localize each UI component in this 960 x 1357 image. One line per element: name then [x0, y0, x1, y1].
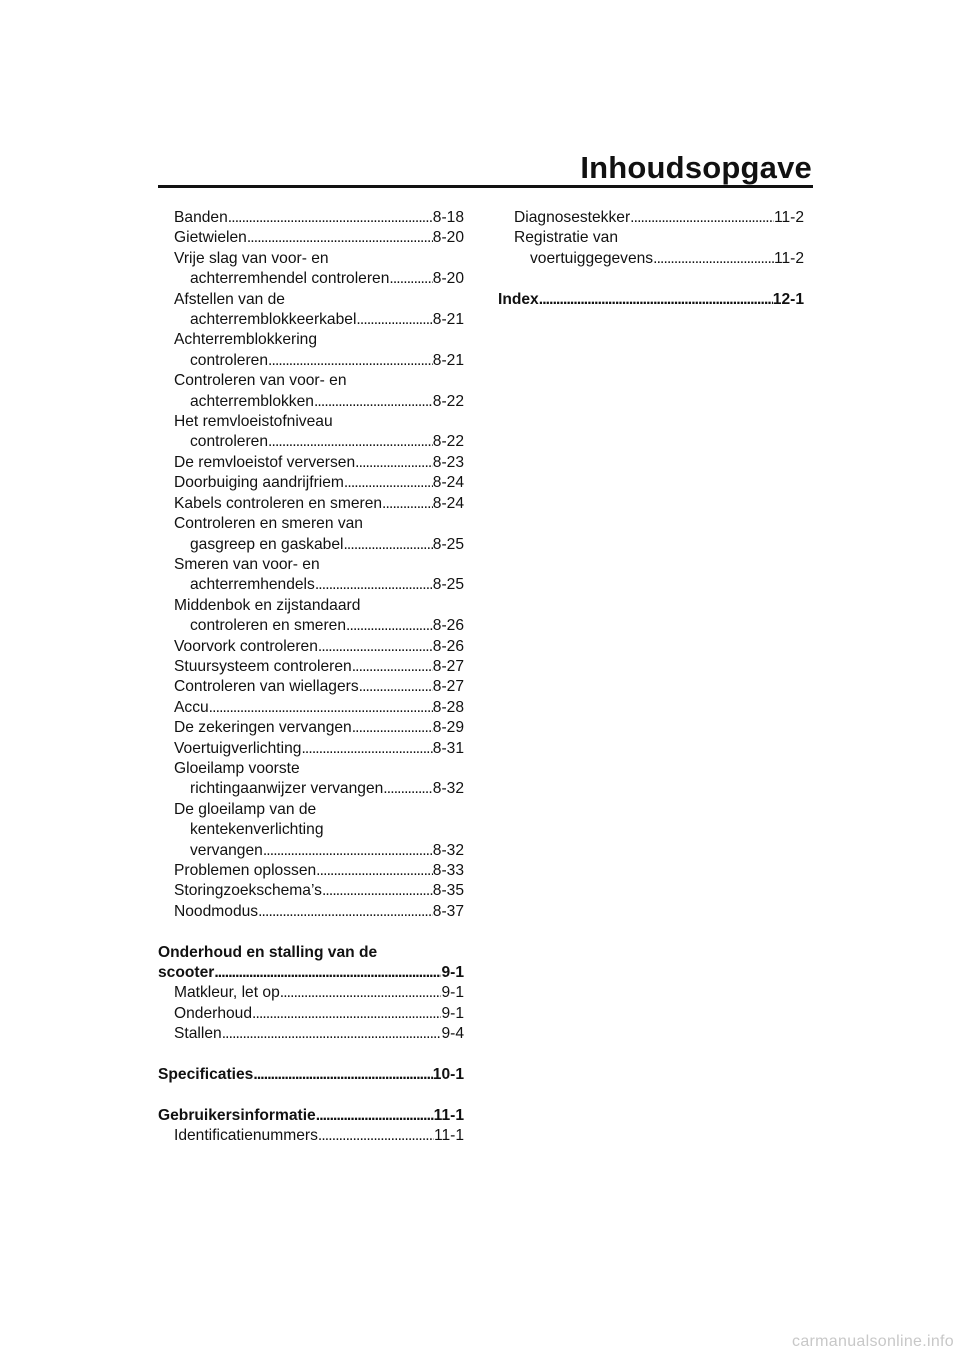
toc-leader-dots — [280, 983, 442, 1003]
toc-page-number: 9-1 — [441, 1004, 464, 1022]
toc-page-number: 8-18 — [432, 209, 464, 226]
toc-entry[interactable] — [498, 228, 804, 248]
toc-spacer — [498, 269, 804, 289]
toc-entry-title: Smeren van voor- en — [174, 555, 320, 573]
toc-entry-title: Storingzoekschema’s — [174, 882, 322, 900]
toc-page-number: 8-27 — [432, 678, 464, 696]
toc-entry[interactable] — [158, 779, 464, 799]
toc-leader-dots — [301, 739, 432, 759]
toc-spacer — [158, 1045, 464, 1065]
toc-entry-title: scooter — [158, 964, 215, 982]
toc-entry[interactable] — [158, 1004, 464, 1024]
toc-page-number: 8-26 — [432, 637, 464, 655]
toc-entry[interactable] — [158, 453, 464, 473]
toc-entry-title: Controleren van wiellagers — [174, 678, 359, 696]
toc-leader-dots — [268, 432, 433, 452]
toc-entry-title: Onderhoud — [174, 1004, 253, 1022]
toc-page-number: 8-31 — [432, 739, 464, 757]
toc-leader-dots — [630, 208, 774, 228]
toc-page-number: 8-21 — [432, 351, 464, 369]
toc-entry-title: De remvloeistof verversen — [174, 453, 356, 471]
toc-page-number: 8-29 — [432, 719, 464, 737]
toc-entry[interactable] — [158, 637, 464, 657]
toc-entry-title: Stuursysteem controleren — [174, 657, 352, 675]
toc-page-number: 9-1 — [441, 984, 464, 1002]
toc-entry[interactable] — [158, 861, 464, 881]
watermark: carmanualsonline.info — [792, 1333, 954, 1350]
toc-entry-title: Registratie van — [514, 229, 619, 247]
toc-entry-title: De zekeringen vervangen — [174, 719, 352, 737]
toc-page-number: 8-24 — [432, 474, 464, 492]
toc-entry[interactable] — [158, 228, 464, 248]
toc-spacer — [158, 1085, 464, 1105]
toc-entry[interactable] — [158, 208, 464, 228]
toc-entry-title: achterremblokken — [190, 392, 314, 410]
toc-leader-dots — [209, 698, 433, 718]
toc-leader-dots — [359, 677, 433, 697]
toc-entry[interactable] — [158, 759, 464, 779]
toc-entry[interactable] — [498, 208, 804, 228]
toc-entry-title: vervangen — [190, 841, 263, 859]
toc-entry-title: Afstellen van de — [174, 290, 285, 308]
toc-page-number: 8-37 — [432, 902, 464, 920]
toc-entry[interactable] — [158, 677, 464, 697]
toc-entry-title: controleren en smeren — [190, 617, 347, 635]
toc-page-number: 11-2 — [773, 249, 804, 267]
toc-leader-dots — [344, 473, 433, 493]
toc-page-number: 8-22 — [432, 433, 464, 451]
toc-leader-dots — [389, 269, 432, 289]
toc-entry-title: Accu — [174, 698, 209, 716]
toc-entry[interactable] — [158, 657, 464, 677]
toc-entry[interactable] — [158, 820, 464, 840]
toc-entry[interactable] — [158, 330, 464, 350]
toc-page-number: 8-32 — [432, 780, 464, 798]
toc-spacer — [158, 922, 464, 942]
toc-leader-dots — [343, 535, 432, 555]
toc-leader-dots — [382, 494, 433, 514]
toc-entry[interactable] — [158, 881, 464, 901]
toc-page-number: 8-28 — [432, 698, 464, 716]
toc-entry[interactable] — [158, 514, 464, 534]
toc-page-number: 8-32 — [432, 841, 464, 859]
toc-page-number: 8-20 — [432, 229, 464, 247]
toc-entry[interactable] — [158, 902, 464, 922]
toc-page-number: 8-25 — [432, 576, 464, 594]
toc-leader-dots — [247, 228, 433, 248]
toc-entry[interactable] — [158, 698, 464, 718]
toc-leader-dots — [355, 453, 433, 473]
toc-entry-title: Index — [498, 290, 539, 308]
toc-entry-title: Noodmodus — [174, 902, 259, 920]
toc-leader-dots — [346, 616, 433, 636]
toc-entry[interactable] — [158, 616, 464, 636]
toc-entry[interactable] — [158, 575, 464, 595]
toc-leader-dots — [253, 1065, 432, 1085]
toc-entry-title: Middenbok en zijstandaard — [174, 596, 361, 614]
toc-entry-title: Voorvork controleren — [174, 637, 318, 655]
toc-leader-dots — [318, 1126, 434, 1146]
toc-entry[interactable] — [158, 269, 464, 289]
toc-entry[interactable] — [158, 535, 464, 555]
toc-entry-title: kentekenverlichting — [190, 821, 324, 839]
toc-entry-title: achterremhendel controleren — [190, 270, 390, 288]
toc-entry-title: Identificatienummers — [174, 1127, 318, 1145]
toc-entry-title: Controleren en smeren van — [174, 515, 363, 533]
toc-entry[interactable] — [498, 249, 804, 269]
toc-entry[interactable] — [158, 718, 464, 738]
toc-entry-title: Banden — [174, 209, 228, 226]
toc-entry[interactable] — [158, 249, 464, 269]
toc-entry[interactable] — [158, 800, 464, 820]
toc-right-column — [498, 208, 804, 310]
toc-entry-title: Gietwielen — [174, 229, 247, 247]
toc-entry[interactable] — [158, 432, 464, 452]
toc-leader-dots — [352, 657, 433, 677]
toc-page-number: 11-1 — [433, 1106, 464, 1124]
title-rule — [158, 185, 813, 188]
toc-entry-title: achterremhendels — [190, 576, 315, 594]
toc-chapter-entry[interactable] — [498, 290, 804, 310]
toc-page-number: 8-20 — [432, 270, 464, 288]
toc-entry[interactable] — [158, 596, 464, 616]
toc-entry[interactable] — [158, 351, 464, 371]
toc-entry-title: Kabels controleren en smeren — [174, 494, 383, 512]
toc-page-number: 8-35 — [432, 882, 464, 900]
toc-entry-title: Vrije slag van voor- en — [174, 249, 329, 267]
toc-leader-dots — [214, 963, 441, 983]
toc-entry[interactable] — [158, 371, 464, 391]
toc-leader-dots — [316, 1106, 434, 1126]
toc-entry[interactable] — [158, 1126, 464, 1146]
toc-page-number: 10-1 — [432, 1066, 464, 1084]
toc-entry-title: Het remvloeistofniveau — [174, 413, 333, 431]
toc-page-number: 9-1 — [441, 964, 464, 982]
toc-leader-dots — [352, 718, 433, 738]
toc-entry[interactable] — [158, 412, 464, 432]
toc-page-number: 8-27 — [432, 657, 464, 675]
toc-entry-title: Voertuigverlichting — [174, 739, 302, 757]
toc-entry-title: richtingaanwijzer vervangen — [190, 780, 384, 798]
toc-leader-dots — [222, 1024, 442, 1044]
toc-entry-title: Diagnosestekker — [514, 209, 631, 226]
toc-page-number: 9-4 — [441, 1025, 464, 1043]
toc-leader-dots — [315, 575, 433, 595]
toc-entry[interactable] — [158, 841, 464, 861]
toc-entry-title: achterremblokkeerkabel — [190, 311, 357, 329]
toc-entry-title: Matkleur, let op — [174, 984, 280, 1002]
toc-page-number: 8-24 — [432, 494, 464, 512]
toc-entry[interactable] — [158, 1024, 464, 1044]
toc-entry-title: Achterremblokkering — [174, 331, 318, 349]
toc-entry-title: Controleren van voor- en — [174, 372, 347, 390]
toc-entry[interactable] — [158, 739, 464, 759]
toc-leader-dots — [228, 208, 433, 228]
toc-entry-title: voertuiggegevens — [530, 249, 654, 267]
toc-entry-title: gasgreep en gaskabel — [190, 535, 344, 553]
toc-entry-title: controleren — [190, 351, 269, 369]
toc-entry-title: Specificaties — [158, 1066, 254, 1084]
toc-entry-title: Doorbuiging aandrijfriem — [174, 474, 344, 492]
toc-entry[interactable] — [158, 290, 464, 310]
toc-entry-title: Gloeilamp voorste — [174, 759, 300, 777]
toc-leader-dots — [258, 902, 433, 922]
toc-page-number: 8-25 — [432, 535, 464, 553]
toc-leader-dots — [653, 249, 774, 269]
toc-entry-title: Gebruikersinformatie — [158, 1106, 316, 1124]
toc-entry[interactable] — [158, 494, 464, 514]
toc-entry[interactable] — [158, 555, 464, 575]
toc-page-number: 11-2 — [773, 209, 804, 226]
toc-leader-dots — [316, 861, 433, 881]
toc-leader-dots — [263, 841, 433, 861]
toc-leader-dots — [318, 637, 433, 657]
toc-left-column — [158, 208, 464, 1147]
toc-leader-dots — [356, 310, 432, 330]
toc-page-number: 11-1 — [433, 1127, 464, 1145]
toc-page-number: 8-26 — [432, 617, 464, 635]
toc-entry-title: Stallen — [174, 1025, 222, 1043]
page-title: Inhoudsopgave — [580, 150, 812, 185]
toc-chapter-entry[interactable] — [158, 963, 464, 983]
toc-leader-dots — [539, 290, 773, 310]
toc-leader-dots — [252, 1004, 441, 1024]
toc-entry[interactable] — [158, 473, 464, 493]
toc-page-number: 8-21 — [432, 311, 464, 329]
toc-leader-dots — [383, 779, 432, 799]
toc-entry-title: De gloeilamp van de — [174, 800, 317, 818]
toc-leader-dots — [268, 351, 433, 371]
toc-page-number: 8-33 — [432, 862, 464, 879]
toc-entry-title: controleren — [190, 433, 269, 451]
toc-chapter-entry[interactable] — [158, 1106, 464, 1126]
toc-entry-title: Onderhoud en stalling van de — [158, 943, 378, 961]
toc-page-number: 12-1 — [772, 290, 804, 308]
toc-leader-dots — [314, 392, 433, 412]
toc-page-number: 8-23 — [432, 453, 464, 471]
toc-leader-dots — [322, 881, 433, 901]
toc-chapter-entry[interactable] — [158, 1065, 464, 1085]
toc-entry-title: Problemen oplossen — [174, 862, 317, 879]
toc-entry[interactable] — [158, 310, 464, 330]
toc-chapter-entry[interactable] — [158, 943, 464, 963]
toc-entry[interactable] — [158, 983, 464, 1003]
toc-page-number: 8-22 — [432, 392, 464, 410]
toc-entry[interactable] — [158, 392, 464, 412]
